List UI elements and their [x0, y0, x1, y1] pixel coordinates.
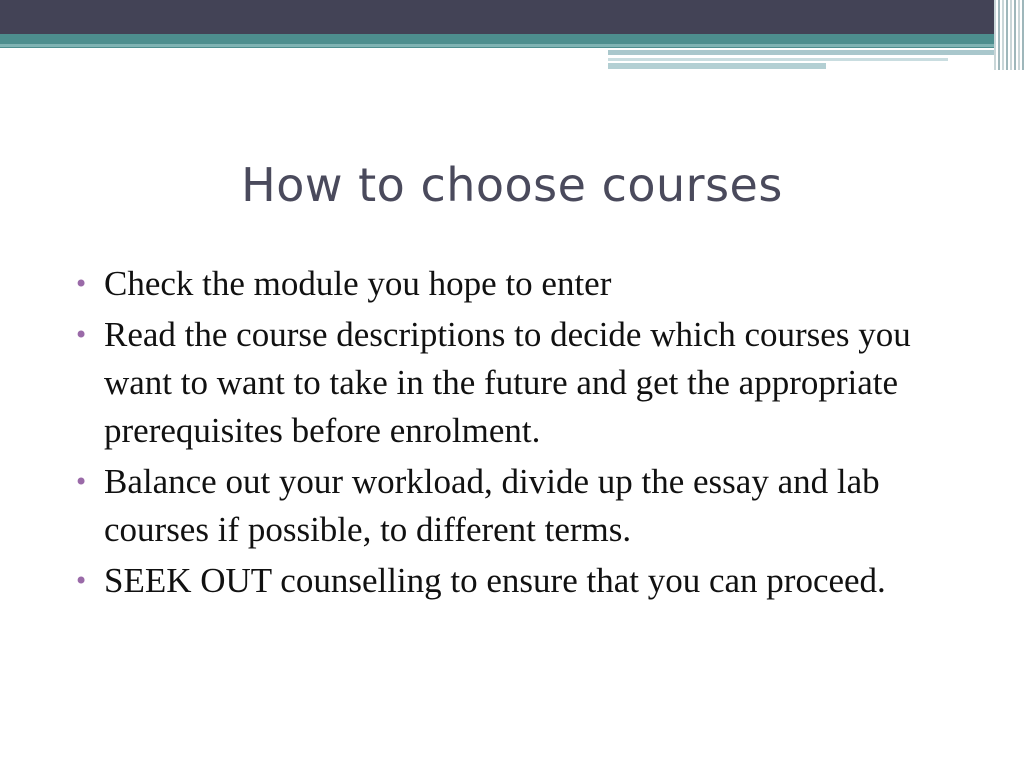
header-accent-lines — [994, 0, 1024, 70]
bullet-text: Balance out your workload, divide up the essay and lab courses if possible, to different terms. — [104, 462, 880, 549]
bullet-item — [74, 458, 954, 554]
bullet-item — [74, 311, 954, 455]
header-banner-dark — [0, 0, 1024, 34]
bullet-item — [74, 557, 954, 605]
header-banner-teal-highlight — [0, 44, 1024, 47]
bullet-icon: • — [74, 468, 89, 496]
slide-title: How to choose courses — [241, 158, 783, 212]
bullet-icon: • — [74, 270, 89, 298]
header-accent-strip — [608, 58, 948, 61]
bullet-item — [74, 260, 954, 308]
bullet-text: Check the module you hope to enter — [104, 264, 612, 303]
header-accent-strip — [608, 50, 1024, 55]
bullet-list — [74, 260, 954, 608]
bullet-text: Read the course descriptions to decide which courses you want to want to take in the future and get the appropriate prerequisites before enrolment. — [104, 315, 911, 450]
bullet-text: SEEK OUT counselling to ensure that you can proceed. — [104, 561, 886, 600]
bullet-icon: • — [74, 567, 89, 595]
header-accent-strip — [608, 63, 826, 69]
bullet-icon: • — [74, 321, 89, 349]
